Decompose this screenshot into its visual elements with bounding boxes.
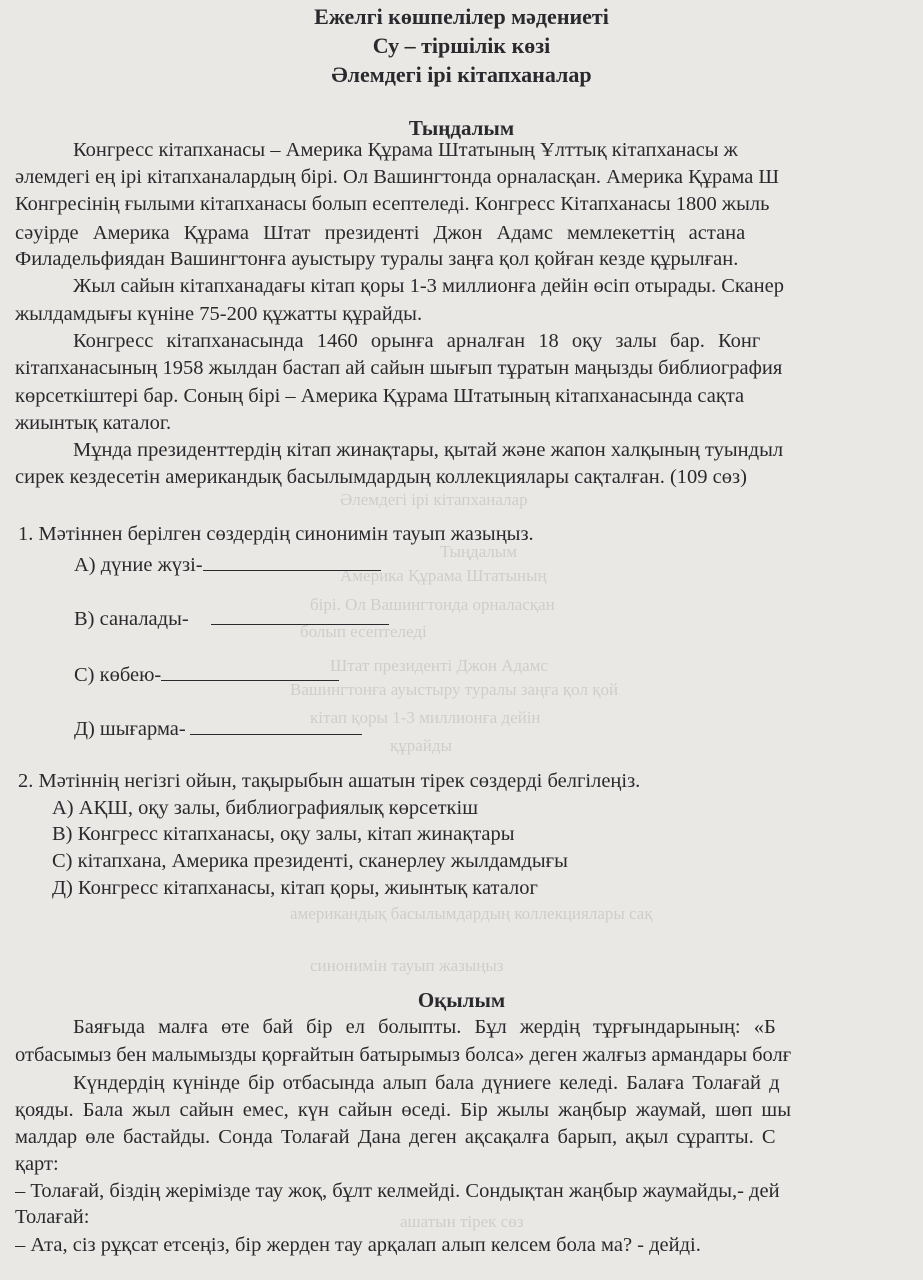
listening-line: Конгресінің ғылыми кітапханасы болып есептеледі. Конгресс Кітапханасы 1800 жыль: [15, 193, 770, 215]
task2-option[interactable]: В) Конгресс кітапханасы, оқу залы, кітап жинақтары: [52, 823, 515, 845]
bleed-through-text: Тыңдалым: [440, 542, 518, 561]
bleed-through-text: бірі. Ол Вашингтонда орналасқан: [310, 595, 555, 614]
task1-question: 1. Мәтіннен берілген сөздердің синонимін тауып жазыңыз.: [18, 523, 534, 545]
listening-line: Мұнда президенттердің кітап жинақтары, қытай және жапон халқының туындыл: [73, 439, 784, 461]
reading-line: – Ата, сіз рұқсат етсеңіз, бір жерден тау арқалап алып келсем бола ма? - дейді.: [15, 1234, 701, 1256]
title-line-1: Ежелгі көшпелілер мәдениеті: [314, 4, 609, 29]
listening-line: Конгресс кітапханасы – Америка Құрама Штатының Ұлттық кітапханасы ж: [73, 139, 738, 161]
title-line-2: Су – тіршілік көзі: [372, 33, 551, 58]
task2-option[interactable]: С) кітапхана, Америка президенті, сканерлеу жылдамдығы: [52, 850, 568, 872]
reading-line: Күндердің күнінде бір отбасында алып бала дүниеге келеді. Балаға Толағай д: [73, 1072, 780, 1094]
bleed-through-text: құрайды: [390, 736, 452, 755]
reading-line: Толағай:: [15, 1206, 90, 1228]
reading-line: – Толағай, біздің жерімізде тау жоқ, бұлт келмейді. Сондықтан жаңбыр жаумайды,- дей: [15, 1180, 780, 1202]
listening-line: жылдамдығы күніне 75-200 құжатты құрайды.: [15, 303, 423, 325]
bleed-through-text: ашатын тірек сөз: [400, 1212, 524, 1231]
listening-line: әлемдегі ең ірі кітапханалардың бірі. Ол Вашингтонда орналасқан. Америка Құрама Ш: [15, 166, 780, 188]
bleed-through-text: Әлемдегі ірі кітапханалар: [340, 490, 528, 509]
reading-line: қарт:: [15, 1153, 59, 1175]
answer-blank[interactable]: [190, 716, 362, 735]
listening-line: Конгресс кітапханасында 1460 орынға арналған 18 оқу залы бар. Конг: [73, 330, 761, 352]
listening-heading: Тыңдалым: [408, 116, 515, 140]
bleed-through-text: Штат президенті Джон Адамс: [330, 656, 548, 675]
listening-line: жиынтық каталог.: [15, 412, 172, 434]
listening-line: көрсеткіштері бар. Соның бірі – Америка Құрама Штатының кітапханасында сақта: [15, 385, 745, 407]
answer-blank[interactable]: [203, 552, 381, 571]
answer-blank[interactable]: [161, 662, 339, 681]
bleed-through-text: синонимін тауып жазыңыз: [310, 956, 504, 975]
bleed-through-text: Вашингтонға ауыстыру туралы заңға қол қой: [290, 680, 619, 699]
task1-item: С) көбею-: [74, 662, 923, 687]
reading-line: қояды. Бала жыл сайын емес, күн сайын өседі. Бір жылы жаңбыр жаумай, шөп шы: [15, 1099, 791, 1121]
title-line-3: Әлемдегі ірі кітапханалар: [331, 62, 592, 87]
task2-option[interactable]: А) АҚШ, оқу залы, библиографиялық көрсеткіш: [52, 797, 478, 819]
task2-option[interactable]: Д) Конгресс кітапханасы, кітап қоры, жиынтық каталог: [52, 877, 538, 899]
document-titles: [0, 2, 923, 89]
answer-blank[interactable]: [211, 606, 389, 625]
reading-heading: Оқылым: [417, 988, 506, 1012]
listening-line: Жыл сайын кітапханадағы кітап қоры 1-3 миллионға дейін өсіп отырады. Сканер: [73, 275, 784, 297]
listening-line: сирек кездесетін американдық басылымдардың коллекциялары сақталған. (109 сөз): [15, 466, 747, 488]
listening-line: сәуірде Америка Құрама Штат президенті Джон Адамс мемлекеттің астана: [15, 222, 746, 244]
task2-question: 2. Мәтіннің негізгі ойын, тақырыбын ашатын тірек сөздерді белгілеңіз.: [18, 770, 641, 792]
bleed-through-text: болып есептеледі: [300, 622, 427, 641]
reading-line: отбасымыз бен малымызды қорғайтын батырымыз болса» деген жалғыз армандары болғ: [15, 1044, 792, 1066]
listening-line: Филадельфиядан Вашингтонға ауыстыру туралы заңға қол қойған кезде құрылған.: [15, 248, 739, 270]
task1-item: Д) шығарма-: [74, 716, 923, 741]
bleed-through-text: американдық басылымдардың коллекциялары сақ: [290, 904, 653, 923]
task1-item: А) дүние жүзі-: [74, 552, 923, 577]
reading-line: малдар өле бастайды. Сонда Толағай Дана деген ақсақалға барып, ақыл сұрапты. С: [15, 1126, 776, 1148]
listening-line: кітапханасының 1958 жылдан бастап ай сайын шығып тұратын маңызды библиография: [15, 357, 783, 379]
bleed-through-text: кітап қоры 1-3 миллионға дейін: [310, 708, 541, 727]
bleed-through-text: Америка Құрама Штатының: [340, 566, 547, 585]
reading-line: Баяғыда малға өте бай бір ел болыпты. Бұл жердің тұрғындарының: «Б: [73, 1016, 776, 1038]
task1-item: В) саналады-: [74, 606, 923, 631]
